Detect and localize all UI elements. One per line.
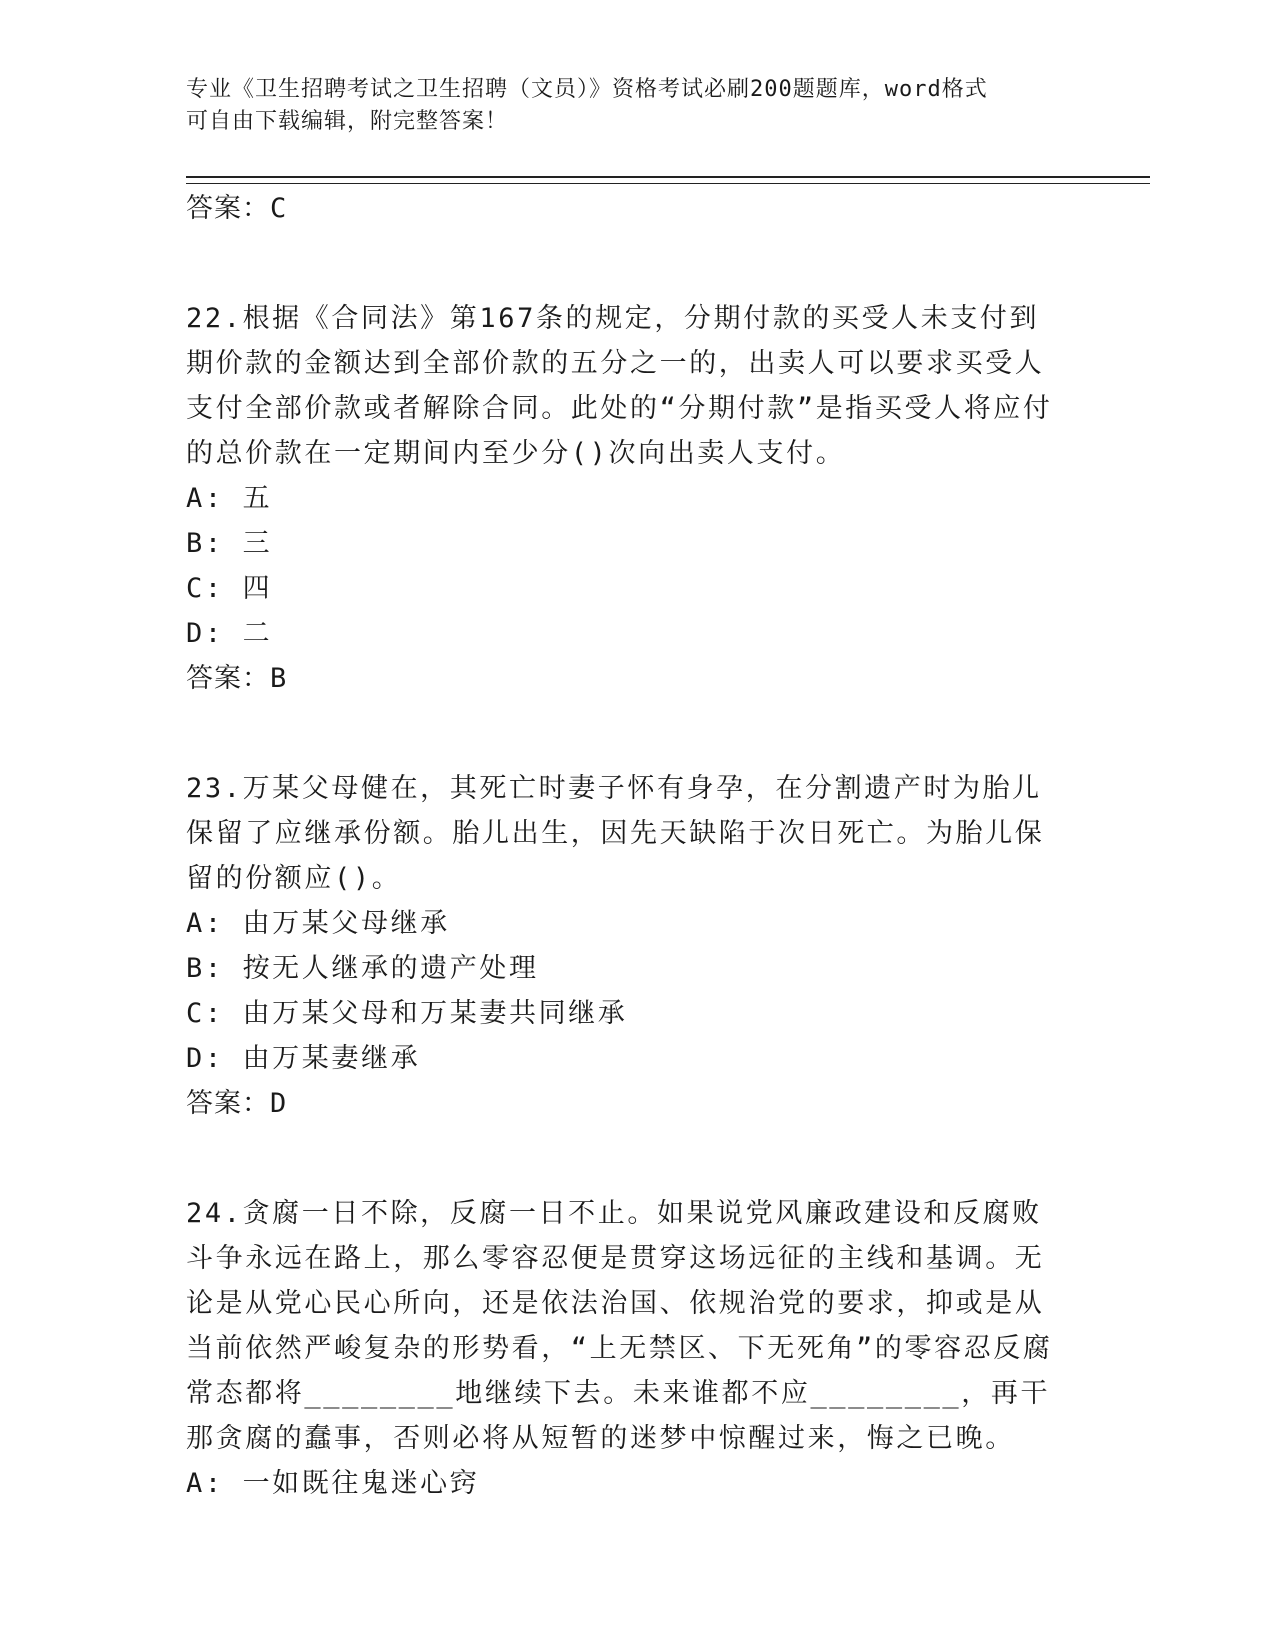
answer-line: 答案：B [186, 663, 288, 694]
option-a: A: 一如既往鬼迷心窍 [186, 1468, 480, 1499]
option-a: A: 五 [186, 483, 273, 514]
answer-line: 答案：D [186, 1088, 288, 1119]
answer-line: 答案：C [186, 193, 288, 224]
spacer [186, 1127, 1066, 1191]
document-body [186, 186, 1066, 1506]
header-line-1: 专业《卫生招聘考试之卫生招聘（文员）》资格考试必刷200题题库，word格式 [186, 77, 988, 102]
option-d: D: 由万某妻继承 [186, 1043, 421, 1074]
option-b: B: 按无人继承的遗产处理 [186, 953, 539, 984]
option-b: B: 三 [186, 528, 273, 559]
question-block-23 [186, 766, 1066, 1127]
spacer [186, 702, 1066, 766]
document-header [186, 74, 1066, 138]
question-block-24 [186, 1191, 1066, 1506]
question-text: 24.贪腐一日不除，反腐一日不止。如果说党风廉政建设和反腐败斗争永远在路上，那么零容忍便是贯穿这场远征的主线和基调。无论是从党心民心所向，还是依法治国、依规治党的要求，抑或是从当前依然严峻复杂的形势看，“上无禁区、下无死角”的零容忍反腐常态都将________地继续下去。未来谁都不应________，再干那贪腐的蠢事，否则必将从短暂的迷梦中惊醒过来，悔之已晚。 [186, 1198, 1053, 1454]
question-text: 22.根据《合同法》第167条的规定，分期付款的买受人未支付到期价款的金额达到全部价款的五分之一的，出卖人可以要求买受人支付全部价款或者解除合同。此处的“分期付款”是指买受人将应付的总价款在一定期间内至少分()次向出卖人支付。 [186, 303, 1053, 469]
option-a: A: 由万某父母继承 [186, 908, 450, 939]
question-text: 23.万某父母健在，其死亡时妻子怀有身孕，在分割遗产时为胎儿保留了应继承份额。胎儿出生，因先天缺陷于次日死亡。为胎儿保留的份额应()。 [186, 773, 1045, 894]
spacer [186, 232, 1066, 296]
option-c: C: 四 [186, 573, 273, 604]
question-block-22 [186, 296, 1066, 702]
header-rule [186, 176, 1150, 184]
option-c: C: 由万某父母和万某妻共同继承 [186, 998, 628, 1029]
header-line-2: 可自由下载编辑，附完整答案！ [186, 109, 509, 134]
option-d: D: 二 [186, 618, 273, 649]
